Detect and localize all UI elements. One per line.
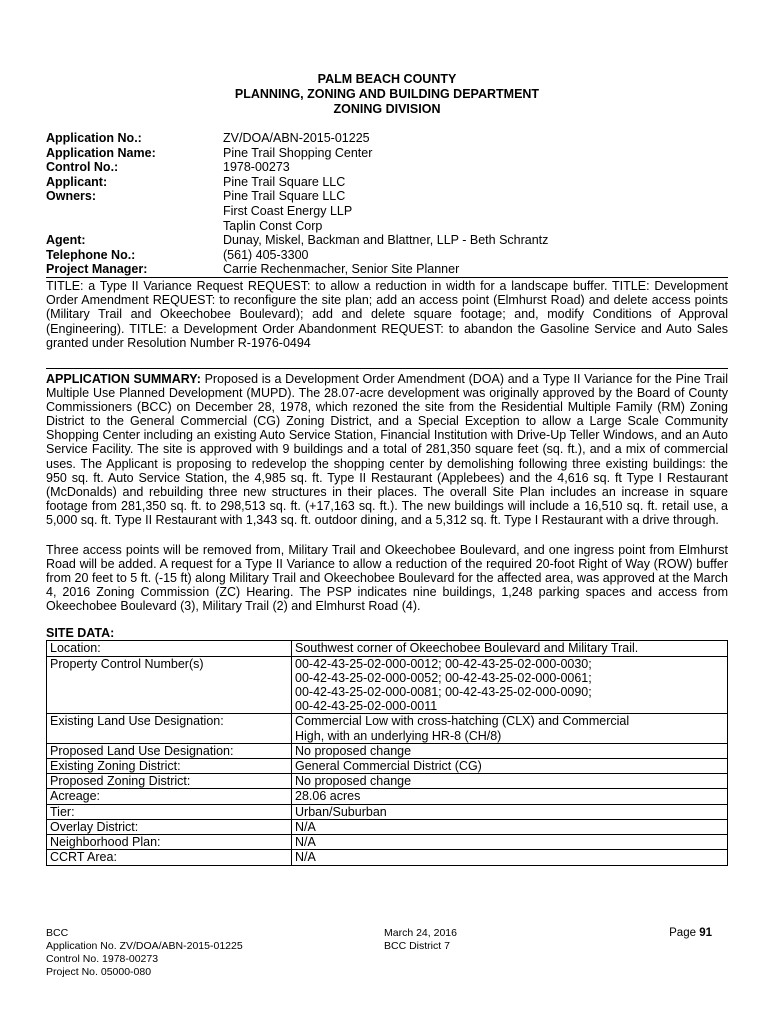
site-data-label: Neighborhood Plan: (47, 835, 292, 850)
site-data-value (292, 641, 728, 656)
info-label: Telephone No.: (46, 247, 136, 262)
info-label: Application No.: (46, 131, 142, 145)
request-titles (46, 279, 728, 350)
info-row (46, 131, 728, 146)
request-titles-text: TITLE: a Type II Variance Request REQUEST: to allow a reduction in width for a landscape buffer. TITLE: Development Order Amendment REQUEST: to reconfigure the site plan; add an access point (Elmhurst Road) and delete access points (Military Trail and Okeechobee Boulevard); add and delete square footage; and, modify Conditions of Approval (Engineering). TITLE: a Development Order Abandonment REQUEST: to abandon the Gasoline Service and Auto Sales granted under Resolution Number R-1976-0494 (46, 278, 728, 350)
info-row (46, 262, 728, 277)
site-data-value-line: 28.06 acres (295, 789, 361, 804)
site-data-value (292, 656, 728, 714)
info-label: Owners: (46, 189, 97, 204)
info-value: Pine Trail Square LLC (223, 174, 346, 189)
page-number (669, 927, 712, 940)
footer-line: BCC (46, 927, 69, 939)
site-data-value (292, 774, 728, 789)
access-paragraph (46, 543, 728, 613)
application-info (46, 131, 728, 277)
info-value: First Coast Energy LLP (223, 203, 353, 218)
site-data-label: Tier: (47, 804, 292, 819)
footer-line: Control No. 1978-00273 (46, 953, 159, 965)
info-label: Control No.: (46, 160, 119, 175)
site-data-value (292, 850, 728, 865)
table-row (47, 656, 728, 714)
site-data-value-line: 00-42-43-25-02-000-0012; 00-42-43-25-02-000-0030; (295, 656, 592, 671)
site-data-label: Property Control Number(s) (47, 656, 292, 714)
footer-left (46, 927, 243, 979)
document-page (46, 72, 728, 866)
info-value: Dunay, Miskel, Backman and Blattner, LLP - Beth Schrantz (223, 233, 549, 248)
site-data-value (292, 743, 728, 758)
access-text: Three access points will be removed from, Military Trail and Okeechobee Boulevard, and one ingress point from Elmhurst Road will be added. A request for a Type II Variance to allow a reduction of the required 20-foot Right of Way (ROW) buffer from 20 feet to 5 ft. (-15 ft) along Military Trail and Okeechobee Boulevard for the affected area, was approved at the March 4, 2016 Zoning Commission (ZC) Hearing. The PSP indicates nine buildings, 1,248 parking spaces and access from Okeechobee Boulevard (3), Military Trail (2) and Elmhurst Road (4). (46, 542, 728, 614)
footer-middle (384, 927, 457, 953)
summary-text: Proposed is a Development Order Amendment (DOA) and a Type II Variance for the Pine Trail Multiple Use Planned Development (MUPD). The 28.07-acre development was originally approved by the Board of County Commissioners (BCC) on December 28, 1978, which rezoned the site from the Residential Multiple Family (RM) Zoning District to the General Commercial (CG) Zoning District, and a Special Exception to allow a Large Scale Community Shopping Center including an existing Auto Service Station, Financial Institution with Drive-Up Teller Windows, and an Auto Service Facility. The site is approved with 9 buildings and a total of 281,350 square feet (sq. ft.), and a mix of commercial uses. The Applicant is proposing to redevelop the shopping center by demolishing following three existing buildings: the 950 sq. ft. Auto Service Station, the 4,985 sq. ft. Type II Restaurant (Applebees) and the 4,616 sq. ft Type I Restaurant (McDonalds) and rebuilding three new structures in their places. The overall Site Plan includes an increase in square footage from 281,350 sq. ft. to 298,513 sq. ft. (+17,163 sq. ft.). The new buildings will include a 16,510 sq. ft. retail use, a 5,000 sq. ft. Type II Restaurant with 1,343 sq. ft. outdoor dining, and a 5,312 sq. ft. Type I Restaurant with a drive through. (46, 371, 728, 527)
site-data-value-line: N/A (295, 819, 316, 834)
page-number-value: 91 (699, 927, 712, 939)
footer-district: BCC District 7 (384, 940, 450, 952)
table-row (47, 789, 728, 804)
site-data-value (292, 835, 728, 850)
info-value: Carrie Rechenmacher, Senior Site Planner (223, 262, 460, 277)
site-data-value-line: No proposed change (295, 774, 412, 789)
info-row (46, 189, 728, 233)
table-row (47, 714, 728, 743)
table-row (47, 819, 728, 834)
site-data-value-line: Urban/Suburban (295, 804, 387, 819)
info-row (46, 248, 728, 263)
site-data-value-line: High, with an underlying HR-8 (CH/8) (295, 728, 502, 743)
table-row (47, 759, 728, 774)
info-value: Taplin Const Corp (223, 218, 323, 233)
site-data-value-line: 00-42-43-25-02-000-0052; 00-42-43-25-02-000-0061; (295, 670, 592, 685)
site-data-value (292, 759, 728, 774)
table-row (47, 850, 728, 865)
site-data-title: SITE DATA: (46, 626, 115, 641)
divider (46, 277, 728, 278)
table-row (47, 743, 728, 758)
info-value: (561) 405-3300 (223, 247, 309, 262)
info-row (46, 233, 728, 248)
site-data-label: Overlay District: (47, 819, 292, 834)
county-name: PALM BEACH COUNTY (317, 72, 457, 86)
site-data-value-line: N/A (295, 835, 316, 850)
info-row (46, 160, 728, 175)
document-header (46, 72, 728, 117)
footer-date: March 24, 2016 (384, 927, 457, 939)
site-data-value-line: N/A (295, 850, 316, 865)
info-label: Application Name: (46, 145, 156, 160)
table-row (47, 774, 728, 789)
site-data-label: Location: (47, 641, 292, 656)
site-data-value-line: 00-42-43-25-02-000-0011 (295, 699, 438, 714)
application-summary (46, 368, 728, 527)
info-label: Agent: (46, 233, 86, 248)
info-value: ZV/DOA/ABN-2015-01225 (223, 131, 370, 145)
site-data-value-line: Southwest corner of Okeechobee Boulevard and Military Trail. (295, 641, 639, 656)
info-value: 1978-00273 (223, 160, 290, 175)
site-data-label: Existing Zoning District: (47, 759, 292, 774)
site-data-label: Proposed Zoning District: (47, 774, 292, 789)
site-data-value-line: 00-42-43-25-02-000-0081; 00-42-43-25-02-000-0090; (295, 685, 592, 700)
site-data-label: Existing Land Use Designation: (47, 714, 292, 743)
summary-heading: APPLICATION SUMMARY: (46, 371, 201, 386)
site-data-value (292, 819, 728, 834)
info-row (46, 175, 728, 190)
info-label: Applicant: (46, 174, 108, 189)
site-data-value (292, 714, 728, 743)
table-row (47, 641, 728, 656)
info-value: Pine Trail Square LLC (223, 189, 346, 204)
site-data-value-line: General Commercial District (CG) (295, 759, 482, 774)
site-data-value (292, 789, 728, 804)
site-data-label: Proposed Land Use Designation: (47, 743, 292, 758)
department-name: PLANNING, ZONING AND BUILDING DEPARTMENT (234, 87, 540, 101)
site-data-value (292, 804, 728, 819)
table-row (47, 804, 728, 819)
footer-line: Application No. ZV/DOA/ABN-2015-01225 (46, 940, 243, 952)
division-name: ZONING DIVISION (333, 102, 441, 116)
info-row (46, 146, 728, 161)
info-value: Pine Trail Shopping Center (223, 145, 373, 160)
table-row (47, 835, 728, 850)
site-data-value-line: No proposed change (295, 743, 412, 758)
page-label: Page (669, 927, 696, 939)
info-label: Project Manager: (46, 262, 148, 277)
site-data-value-line: Commercial Low with cross-hatching (CLX) and Commercial (295, 714, 630, 729)
site-data-label: CCRT Area: (47, 850, 292, 865)
footer-line: Project No. 05000-080 (46, 966, 152, 978)
site-data-label: Acreage: (47, 789, 292, 804)
site-data-table (46, 640, 728, 865)
